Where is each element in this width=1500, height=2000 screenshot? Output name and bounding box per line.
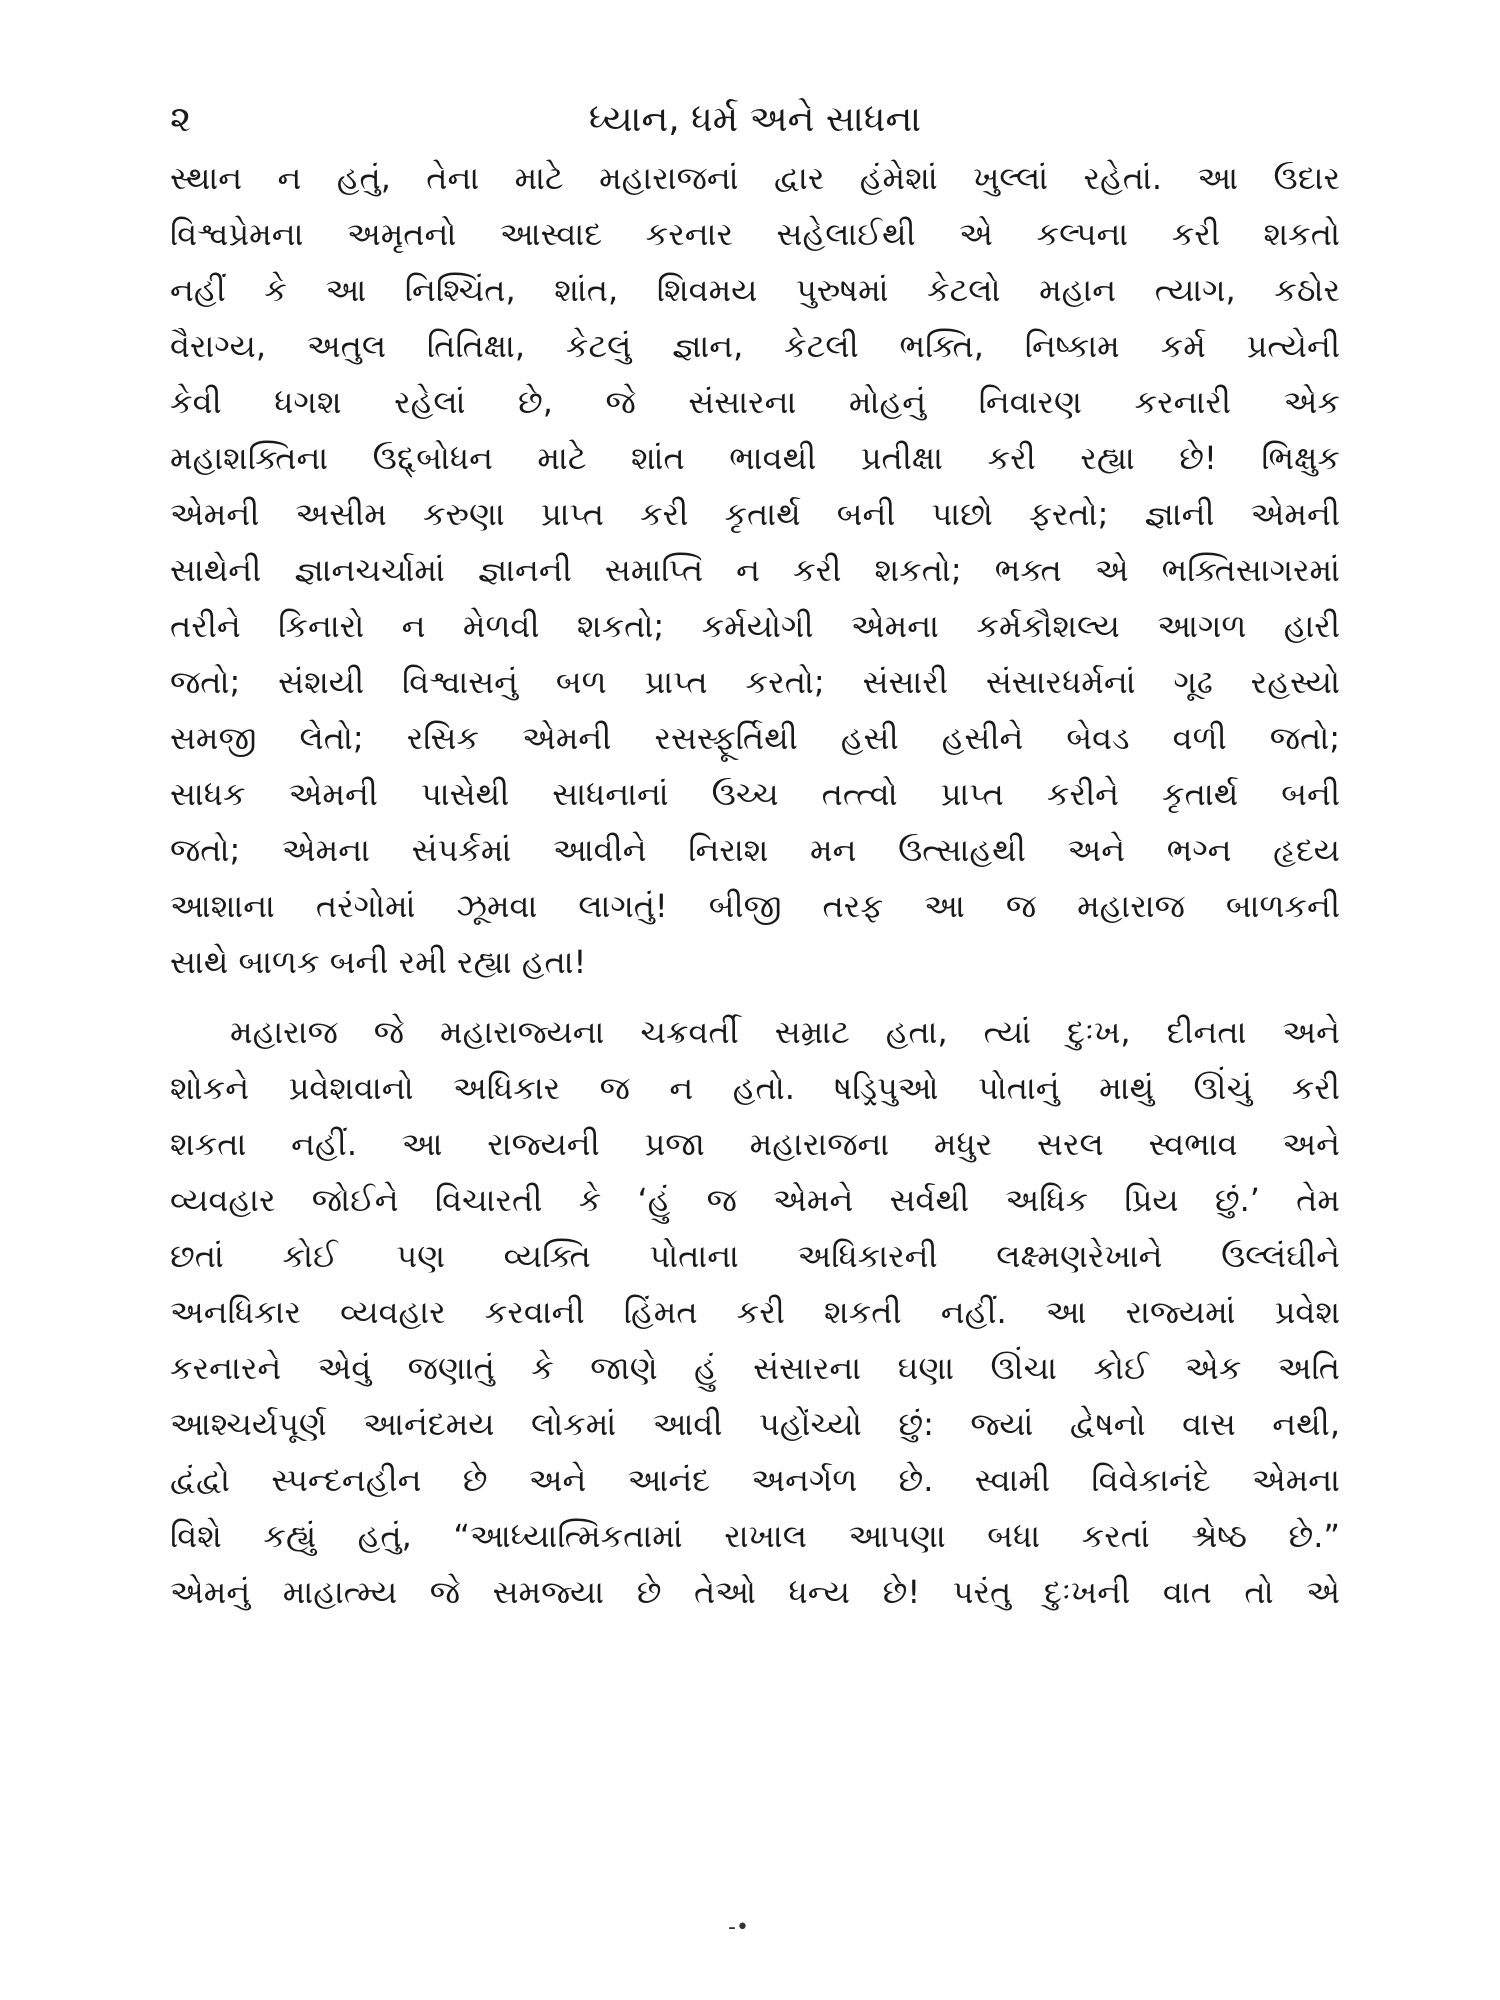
text-line: એમની અસીમ કરુણા પ્રાપ્ત કરી કૃતાર્થ બની પાછો ફરતો; જ્ઞાની એમની [170, 495, 1340, 533]
page-number: ૨ [170, 99, 192, 140]
text-line: જતો; એમના સંપર્કમાં આવીને નિરાશ મન ઉત્સાહથી અને ભગ્ન હૃદય [170, 831, 1340, 869]
text-line: તરીને કિનારો ન મેળવી શકતો; કર્મયોગી એમના કર્મકૌશલ્ય આગળ હારી [170, 607, 1340, 645]
footer-mark: -• [728, 1915, 749, 1940]
paragraph-1 [170, 150, 1340, 990]
body-text [170, 150, 1340, 1620]
text-line: કેવી ધગશ રહેલાં છે, જે સંસારના મોહનું નિવારણ કરનારી એક [170, 383, 1340, 421]
text-line: વૈરાગ્ય, અતુલ તિતિક્ષા, કેટલું જ્ઞાન, કેટલી ભક્તિ, નિષ્કામ કર્મ પ્રત્યેની [170, 327, 1340, 365]
page-header [170, 90, 1340, 150]
text-line: આશાના તરંગોમાં ઝૂમવા લાગતું! બીજી તરફ આ જ મહારાજ બાળકની [170, 887, 1340, 925]
text-line: સમજી લેતો; રસિક એમની રસસ્ફૂર્તિથી હસી હસીને બેવડ વળી જતો; [170, 719, 1340, 757]
text-line: દ્વંદ્વો સ્પન્દનહીન છે અને આનંદ અનર્ગળ છે. સ્વામી વિવેકાનંદે એમના [170, 1461, 1340, 1499]
text-line: આશ્ચર્યપૂર્ણ આનંદમય લોકમાં આવી પહોંચ્યો છું: જ્યાં દ્વેષનો વાસ નથી, [170, 1405, 1340, 1443]
text-line: છતાં કોઈ પણ વ્યક્તિ પોતાના અધિકારની લક્ષ્મણરેખાને ઉલ્લંઘીને [170, 1237, 1340, 1275]
text-line: અનધિકાર વ્યવહાર કરવાની હિંમત કરી શકતી નહીં. આ રાજ્યમાં પ્રવેશ [170, 1293, 1340, 1331]
text-line: વિશ્વપ્રેમના અમૃતનો આસ્વાદ કરનાર સહેલાઈથી એ કલ્પના કરી શકતો [170, 215, 1340, 253]
text-line: શોકને પ્રવેશવાનો અધિકાર જ ન હતો. ષડ્રિપુઓ પોતાનું માથું ઊંચું કરી [170, 1069, 1340, 1107]
text-line: સાથેની જ્ઞાનચર્ચામાં જ્ઞાનની સમાપ્તિ ન કરી શકતો; ભક્ત એ ભક્તિસાગરમાં [170, 551, 1340, 589]
text-line: સાધક એમની પાસેથી સાધનાનાં ઉચ્ચ તત્ત્વો પ્રાપ્ત કરીને કૃતાર્થ બની [170, 775, 1340, 813]
text-line: જતો; સંશયી વિશ્વાસનું બળ પ્રાપ્ત કરતો; સંસારી સંસારધર્મનાં ગૂઢ રહસ્યો [170, 663, 1340, 701]
paragraph-gap [170, 990, 1340, 1004]
text-line: એમનું માહાત્મ્ય જે સમજ્યા છે તેઓ ધન્ય છે! પરંતુ દુઃખની વાત તો એ [170, 1573, 1340, 1611]
text-line: કરનારને એવું જણાતું કે જાણે હું સંસારના ઘણા ઊંચા કોઈ એક અતિ [170, 1349, 1340, 1387]
text-line: નહીં કે આ નિશ્ચિંત, શાંત, શિવમય પુરુષમાં કેટલો મહાન ત્યાગ, કઠોર [170, 271, 1340, 309]
text-line: સાથે બાળક બની રમી રહ્યા હતા! [170, 943, 587, 981]
paragraph-2 [170, 1004, 1340, 1620]
text-line: વ્યવહાર જોઈને વિચારતી કે ‘હું જ એમને સર્વથી અધિક પ્રિય છું.’ તેમ [170, 1181, 1340, 1219]
text-line: મહારાજ જે મહારાજ્યના ચક્રવર્તી સમ્રાટ હતા, ત્યાં દુઃખ, દીનતા અને [230, 1013, 1340, 1051]
text-line: શકતા નહીં. આ રાજ્યની પ્રજા મહારાજના મધુર સરલ સ્વભાવ અને [170, 1125, 1340, 1163]
text-line: સ્થાન ન હતું, તેના માટે મહારાજનાં દ્વાર હંમેશાં ખુલ્લાં રહેતાં. આ ઉદાર [170, 159, 1340, 197]
text-line: મહાશક્તિના ઉદ્દ્બોધન માટે શાંત ભાવથી પ્રતીક્ષા કરી રહ્યા છે! ભિક્ષુક [170, 439, 1340, 477]
running-title: ધ્યાન, ધર્મ અને સાધના [588, 99, 922, 140]
text-line: વિશે કહ્યું હતું, “આધ્યાત્મિકતામાં રાખાલ આપણા બધા કરતાં શ્રેષ્ઠ છે.” [170, 1517, 1340, 1555]
